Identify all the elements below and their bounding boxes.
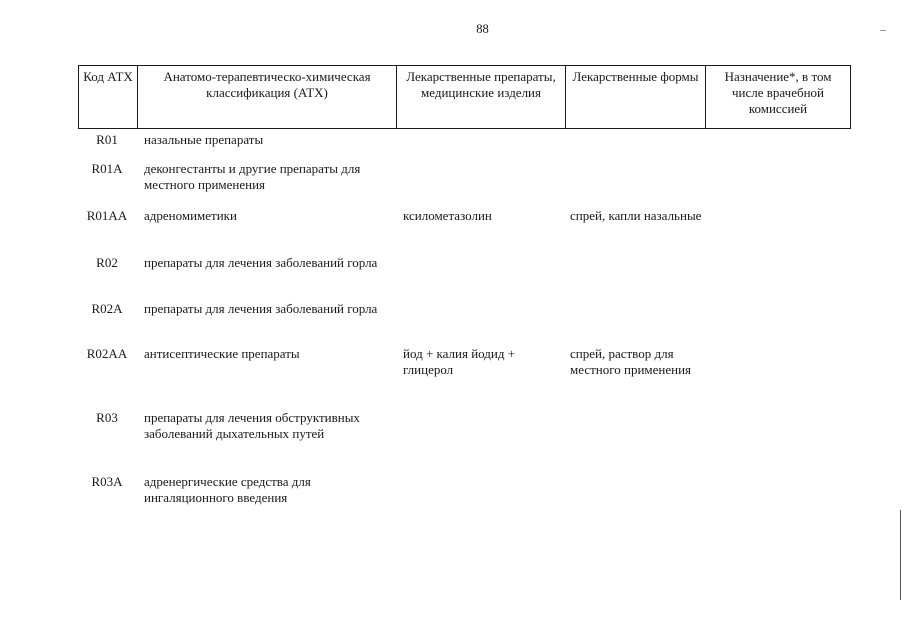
header-drugs: Лекарственные препараты, медицинские изделия [397, 66, 566, 129]
row-drug: йод + калия йодид + глицерол [403, 346, 516, 377]
row-atc-name: антисептические препараты [144, 346, 300, 361]
row-atc-name: препараты для лечения обструктивных заболеваний дыхательных путей [144, 410, 360, 441]
row-atc-name: препараты для лечения заболеваний горла [144, 255, 378, 270]
row-code: R03 [96, 410, 118, 425]
row-code: R02A [91, 301, 123, 316]
row-atc-name: препараты для лечения заболеваний горла [144, 301, 378, 316]
row-atc-name: назальные препараты [144, 132, 264, 147]
table-header [78, 65, 851, 129]
row-atc-name: деконгестанты и другие препараты для местного применения [144, 161, 361, 192]
page-number: 88 [476, 22, 489, 36]
row-atc-name: адреномиметики [144, 208, 237, 223]
row-drug: ксилометазолин [403, 208, 492, 223]
row-code: R02AA [86, 346, 128, 361]
header-forms: Лекарственные формы [566, 66, 706, 129]
row-code: R01 [96, 132, 118, 147]
row-code: R02 [96, 255, 118, 270]
scan-edge-mark [900, 510, 901, 600]
row-code: R03A [91, 474, 123, 489]
row-code: R01A [91, 161, 123, 176]
header-code: Код АТХ [79, 66, 138, 129]
header-atc: Анатомо-терапевтическо-химическая классификация (АТХ) [138, 66, 397, 129]
scan-dust-mark [880, 30, 886, 31]
row-atc-name: адренергические средства для ингаляционного введения [144, 474, 311, 505]
row-code: R01AA [86, 208, 128, 223]
header-purpose: Назначение*, в том числе врачебной комиссией [706, 66, 851, 129]
row-form: спрей, раствор для местного применения [570, 346, 692, 377]
row-form: спрей, капли назальные [570, 208, 702, 223]
